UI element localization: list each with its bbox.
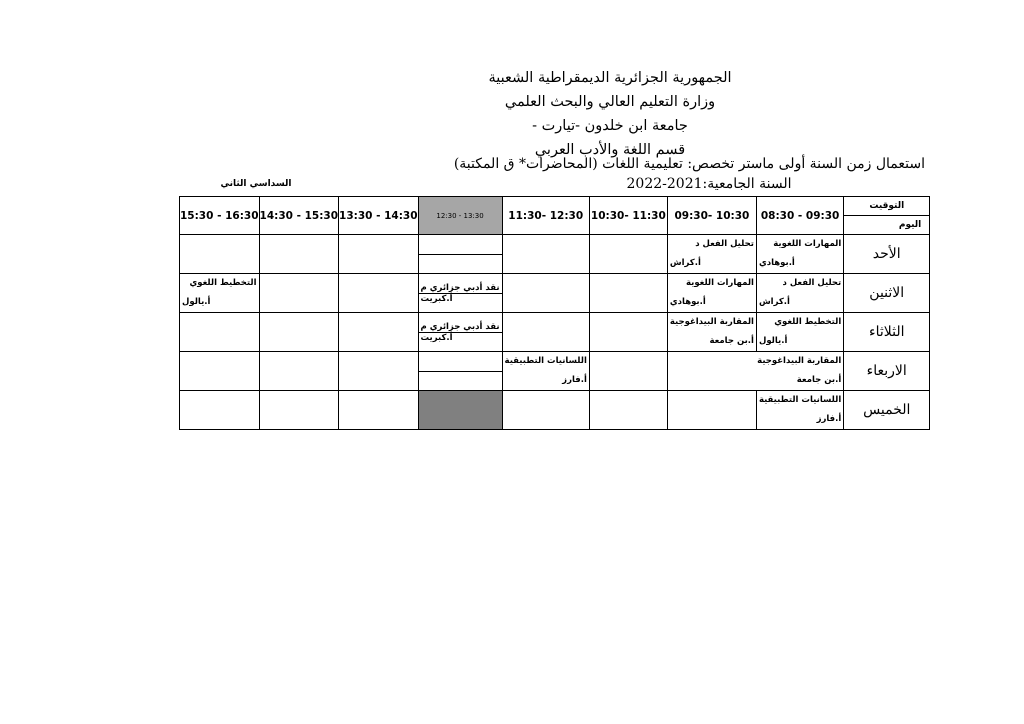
cell-lunch <box>418 352 502 391</box>
professor-name: أ.بوهادي <box>758 258 795 268</box>
course-name: المقاربة البيداغوجية <box>757 356 842 366</box>
time-slot-1: 08:30 - 09:30 <box>756 197 843 235</box>
time-label: التوقيت <box>844 197 929 216</box>
course-name: التخطيط اللغوي <box>774 317 842 327</box>
cell <box>589 235 667 274</box>
course-name: التخطيط اللغوي <box>189 278 257 288</box>
header-republic: الجمهورية الجزائرية الديمقراطية الشعبية <box>488 70 732 86</box>
lunch-shade <box>419 371 502 372</box>
professor-name: أ.بن جامعة <box>796 375 842 385</box>
cell <box>339 274 419 313</box>
cell <box>339 391 419 430</box>
day-thursday: الخميس <box>844 391 930 430</box>
session-cell <box>418 313 502 352</box>
session-cell <box>756 235 843 274</box>
professor-name: أ.كبريت <box>419 293 502 304</box>
professor-name: أ.بن جامعة <box>709 336 754 346</box>
cell <box>259 274 339 313</box>
time-slot-4: 11:30- 12:30 <box>502 197 589 235</box>
header-university: جامعة ابن خلدون -تيارت - <box>532 118 688 134</box>
course-name: اللسانيات التطبيقية <box>758 395 842 405</box>
day-row-sunday <box>180 235 930 274</box>
timetable-subtitle: استعمال زمن السنة أولى ماستر تخصص: تعليمية اللغات (المحاضرات* ق المكتبة) <box>453 156 925 172</box>
session-cell <box>667 274 756 313</box>
session-cell <box>418 274 502 313</box>
lunch-shade-cell <box>418 391 502 430</box>
course-name: المهارات اللغوية <box>773 239 842 249</box>
course-name: نقد أدبي جزائري م <box>420 321 500 332</box>
time-slot-3: 10:30- 11:30 <box>589 197 667 235</box>
cell <box>502 235 589 274</box>
course-name: تحليل الفعل د <box>695 239 754 249</box>
cell <box>502 274 589 313</box>
day-row-monday <box>180 274 930 313</box>
session-cell <box>667 235 756 274</box>
course-name: المقاربة البيداغوجية <box>669 317 754 327</box>
cell <box>589 313 667 352</box>
cell <box>589 274 667 313</box>
day-row-wednesday <box>180 352 930 391</box>
professor-name: أ.يالول <box>758 336 788 346</box>
cell-lunch <box>418 235 502 274</box>
cell <box>259 352 339 391</box>
document-header <box>380 66 840 162</box>
session-cell <box>756 313 843 352</box>
header-row <box>180 197 930 235</box>
semester-label: السداسي الثاني <box>220 179 292 189</box>
cell <box>180 313 260 352</box>
cell <box>339 313 419 352</box>
time-slot-7: 14:30 - 15:30 <box>259 197 339 235</box>
professor-name: أ.كراش <box>758 297 790 307</box>
professor-name: أ.يالول <box>182 297 211 307</box>
day-sunday: الأحد <box>844 235 930 274</box>
session-cell-double <box>667 352 843 391</box>
time-slot-8: 15:30 - 16:30 <box>180 197 260 235</box>
cell <box>339 235 419 274</box>
day-row-tuesday <box>180 313 930 352</box>
cell <box>259 235 339 274</box>
cell <box>180 352 260 391</box>
day-monday: الاثنين <box>844 274 930 313</box>
time-slot-2: 09:30- 10:30 <box>667 197 756 235</box>
cell <box>180 235 260 274</box>
header-department: قسم اللغة والأدب العربي <box>534 142 686 158</box>
cell <box>180 391 260 430</box>
professor-name: أ.فارز <box>816 414 842 424</box>
professor-name: أ.بوهادي <box>669 297 706 307</box>
day-tuesday: الثلاثاء <box>844 313 930 352</box>
professor-name: أ.كبريت <box>419 332 502 343</box>
cell <box>339 352 419 391</box>
day-row-thursday <box>180 391 930 430</box>
cell <box>502 391 589 430</box>
day-label: اليوم <box>898 220 922 230</box>
cell <box>589 391 667 430</box>
course-name: المهارات اللغوية <box>685 278 754 288</box>
cell-sub <box>419 254 502 255</box>
timetable <box>179 196 930 430</box>
professor-name: أ.كراش <box>669 258 701 268</box>
cell <box>259 313 339 352</box>
header-ministry: وزارة التعليم العالي والبحث العلمي <box>504 94 716 110</box>
corner-cell <box>844 197 930 235</box>
session-cell <box>756 391 843 430</box>
session-cell <box>502 352 589 391</box>
professor-name: أ.فارز <box>562 375 587 385</box>
course-name: نقد أدبي جزائري م <box>420 282 500 293</box>
course-name: تحليل الفعل د <box>782 278 842 288</box>
time-slot-6: 13:30 - 14:30 <box>339 197 419 235</box>
session-cell <box>180 274 260 313</box>
time-slot-5: 12:30 - 13:30 <box>418 197 502 235</box>
day-wednesday: الاربعاء <box>844 352 930 391</box>
session-cell <box>756 274 843 313</box>
academic-year: السنة الجامعية:2021-2022 <box>626 176 792 192</box>
cell <box>502 313 589 352</box>
cell <box>259 391 339 430</box>
cell <box>667 391 756 430</box>
cell <box>589 352 667 391</box>
session-cell <box>667 313 756 352</box>
course-name: اللسانيات التطبيقية <box>504 356 587 366</box>
